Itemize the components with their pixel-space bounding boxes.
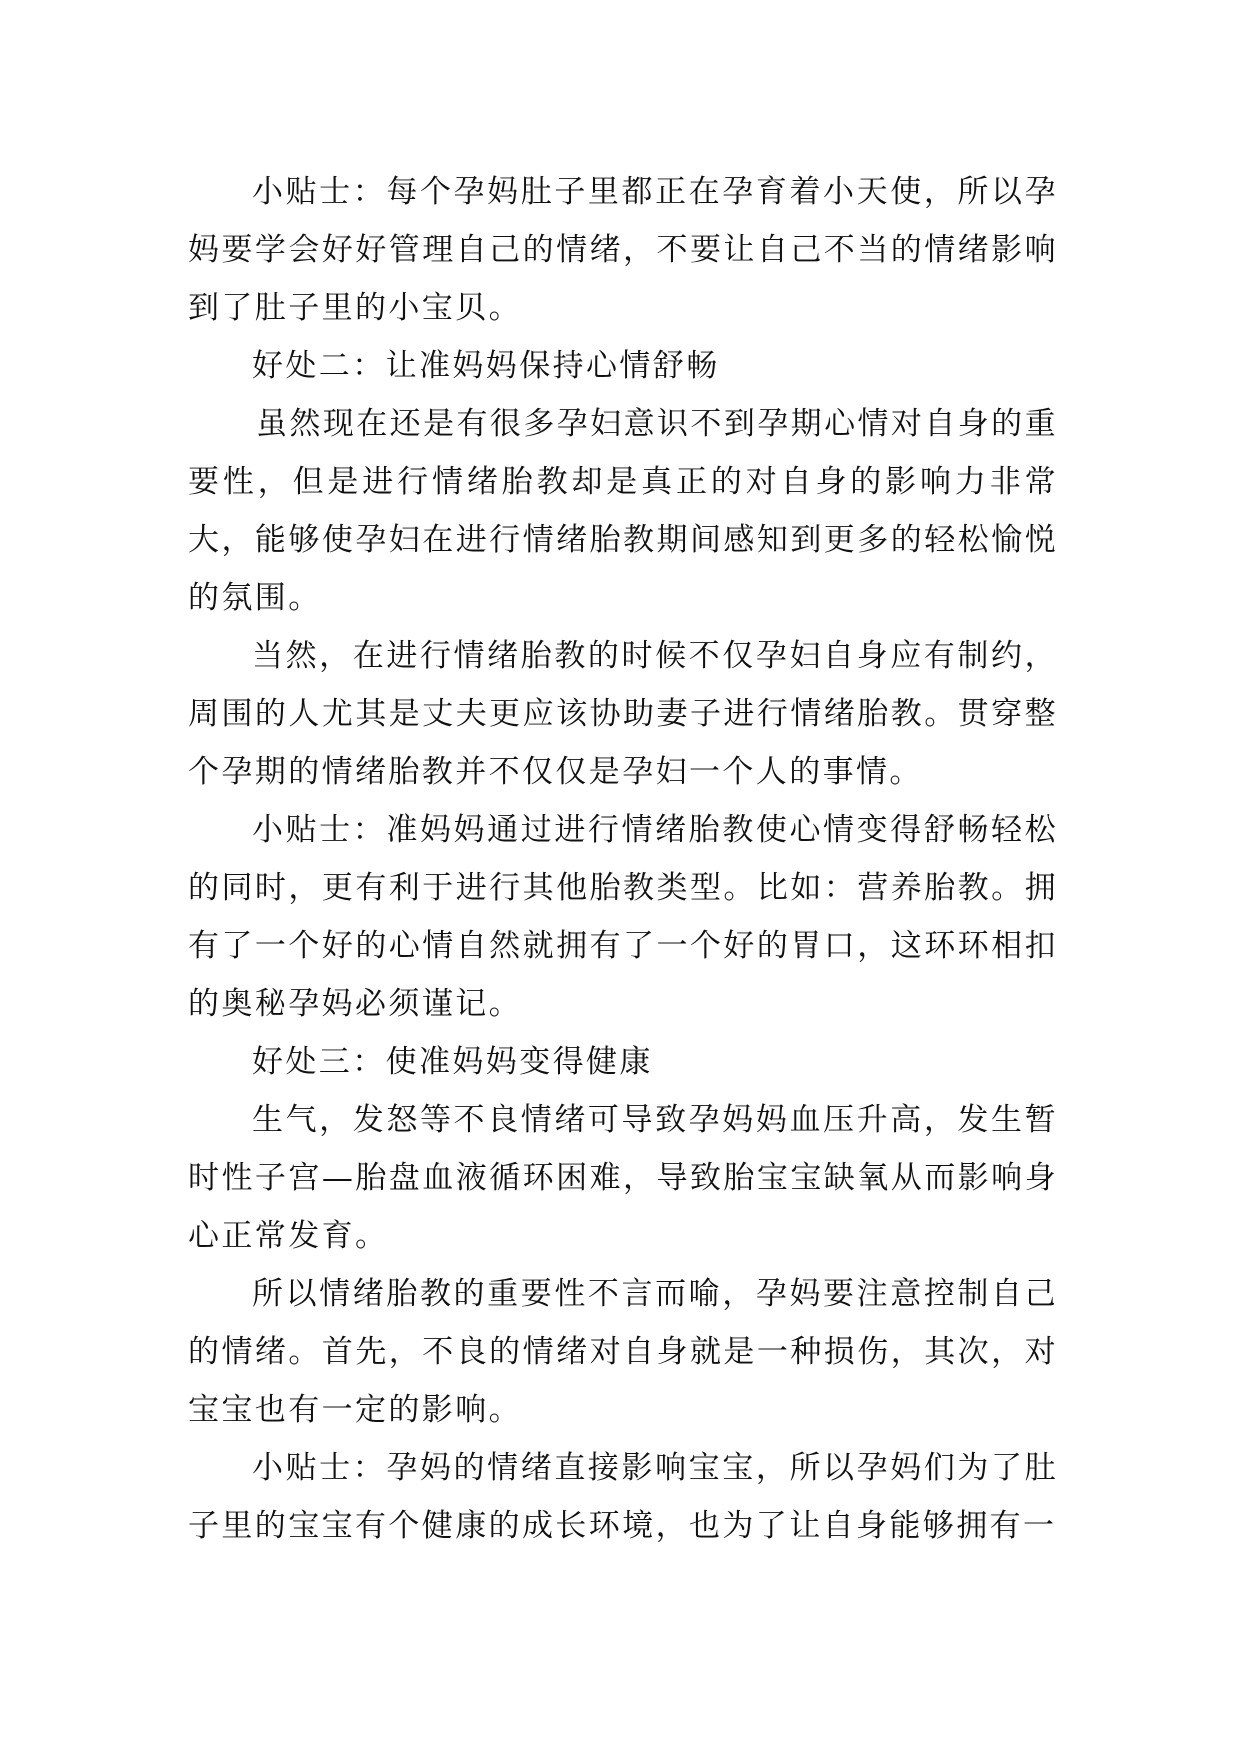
paragraph-control-emotions: 所以情绪胎教的重要性不言而喻，孕妈要注意控制自己的情绪。首先，不良的情绪对自身就是一种损伤，其次，对宝宝也有一定的影响。 xyxy=(188,1276,1058,1428)
paragraph-health-effects: 生气，发怒等不良情绪可导致孕妈妈血压升高，发生暂时性子宫—胎盘血液循环困难，导致胎宝宝缺氧从而影响身心正常发育。 xyxy=(188,1102,1058,1254)
heading-benefit-2: 好处二：让准妈妈保持心情舒畅 xyxy=(252,348,720,384)
paragraph-tip-2: 小贴士：准妈妈通过进行情绪胎教使心情变得舒畅轻松的同时，更有利于进行其他胎教类型。比如：营养胎教。拥有了一个好的心情自然就拥有了一个好的胃口，这环环相扣的奥秘孕妈必须谨记。 xyxy=(188,812,1058,1022)
paragraph-tip-1: 小贴士：每个孕妈肚子里都正在孕育着小天使，所以孕妈要学会好好管理自己的情绪，不要让自己不当的情绪影响到了肚子里的小宝贝。 xyxy=(188,174,1058,326)
paragraph-tip-3: 小贴士：孕妈的情绪直接影响宝宝，所以孕妈们为了肚子里的宝宝有个健康的成长环境，也为了让自身能够拥有一 xyxy=(188,1450,1058,1544)
heading-benefit-3: 好处三：使准妈妈变得健康 xyxy=(252,1044,653,1080)
document-body xyxy=(188,163,1058,1555)
paragraph-importance: 虽然现在还是有很多孕妇意识不到孕期心情对自身的重要性，但是进行情绪胎教却是真正的对自身的影响力非常大，能够使孕妇在进行情绪胎教期间感知到更多的轻松愉悦的氛围。 xyxy=(188,406,1058,616)
paragraph-husband-support: 当然，在进行情绪胎教的时候不仅孕妇自身应有制约，周围的人尤其是丈夫更应该协助妻子进行情绪胎教。贯穿整个孕期的情绪胎教并不仅仅是孕妇一个人的事情。 xyxy=(188,638,1058,790)
